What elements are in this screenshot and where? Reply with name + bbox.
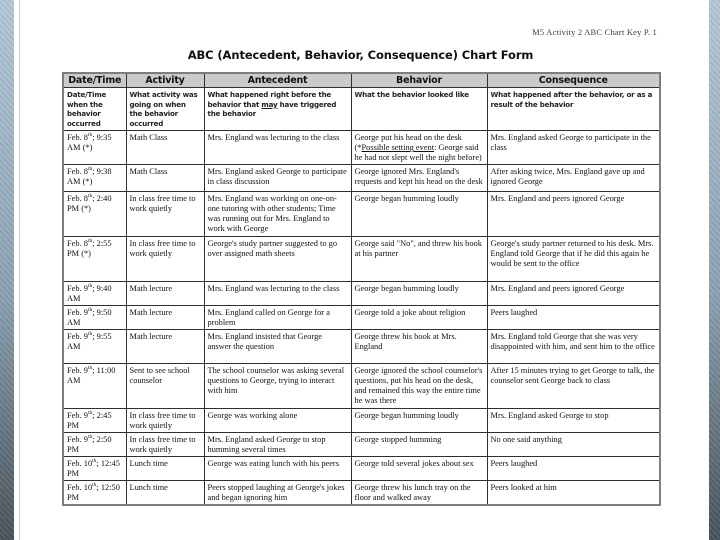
time-text: ; 9:50 AM — [67, 308, 112, 328]
date-text: Feb. 9 — [67, 308, 88, 318]
slide-frame-right-strip — [709, 0, 720, 540]
consequence-cell: Mrs. England asked George to participate in the class — [487, 131, 660, 165]
behavior-cell: George threw his lunch tray on the floor and walked away — [351, 481, 487, 506]
date-text: Feb. 9 — [67, 366, 88, 376]
date-time-cell — [63, 409, 126, 433]
date-text: Feb. 9 — [67, 435, 88, 445]
activity-cell: Math Class — [126, 165, 204, 192]
date-ordinal-superscript: th — [87, 307, 93, 314]
abc-table-body — [63, 131, 660, 506]
activity-cell: In class free time to work quietly — [126, 409, 204, 433]
date-time-cell — [63, 306, 126, 330]
behavior-cell: George stopped humming — [351, 433, 487, 457]
date-text: Feb. 10 — [67, 459, 93, 469]
time-text: ; 9:35 AM (*) — [67, 133, 112, 153]
time-text: ; 11:00 AM — [67, 366, 116, 386]
date-text: Feb. 9 — [67, 332, 88, 342]
column-subheader-4: What happened after the behavior, or as a result of the behavior — [487, 88, 660, 131]
activity-cell: In class free time to work quietly — [126, 192, 204, 237]
date-time-cell — [63, 192, 126, 237]
antecedent-cell: The school counselor was asking several questions to George, trying to interact with him — [204, 364, 351, 409]
document-page — [62, 0, 659, 506]
table-row — [63, 165, 660, 192]
date-time-cell — [63, 237, 126, 282]
table-row — [63, 237, 660, 282]
antecedent-cell: Mrs. England insisted that George answer the question — [204, 330, 351, 364]
activity-cell: Math lecture — [126, 306, 204, 330]
consequence-cell: Peers laughed — [487, 457, 660, 481]
text-segment: have triggered the behavior — [207, 99, 337, 119]
time-text: ; 9:38 AM (*) — [67, 167, 112, 187]
behavior-cell: George told a joke about religion — [351, 306, 487, 330]
behavior-cell: George began humming loudly — [351, 282, 487, 306]
time-text: ; 12:45 PM — [67, 459, 120, 479]
date-time-cell — [63, 481, 126, 506]
date-ordinal-superscript: th — [92, 458, 97, 465]
date-ordinal-superscript: th — [87, 365, 93, 372]
antecedent-cell: Mrs. England asked George to stop humming several times — [204, 433, 351, 457]
date-text: Feb. 9 — [67, 284, 88, 294]
time-text: ; 12:50 PM — [67, 483, 120, 503]
table-row — [63, 131, 660, 165]
page-header-note: M5 Activity 2 ABC Chart Key P. 1 — [532, 27, 657, 37]
date-time-cell — [63, 364, 126, 409]
antecedent-cell: Mrs. England called on George for a problem — [204, 306, 351, 330]
date-text: Feb. 8 — [67, 194, 88, 204]
time-text: ; 2:50 PM — [67, 435, 112, 455]
date-time-cell — [63, 457, 126, 481]
date-time-cell — [63, 165, 126, 192]
date-ordinal-superscript: th — [87, 166, 93, 173]
text-segment: George put his head on the desk (* — [354, 133, 462, 153]
date-time-cell — [63, 131, 126, 165]
activity-cell: Sent to see school counselor — [126, 364, 204, 409]
date-time-cell — [63, 282, 126, 306]
antecedent-cell: Mrs. England was working on one-on-one tutoring with other students; Time was running out for Mrs. England to work with George — [204, 192, 351, 237]
consequence-cell: Mrs. England asked George to stop — [487, 409, 660, 433]
consequence-cell: Peers looked at him — [487, 481, 660, 506]
behavior-cell: George said "No", and threw his book at his partner — [351, 237, 487, 282]
underlined-text: Possible setting event — [361, 143, 435, 153]
behavior-cell: George began humming loudly — [351, 409, 487, 433]
activity-cell: In class free time to work quietly — [126, 237, 204, 282]
slide-frame-left-strip — [0, 0, 14, 540]
time-text: ; 2:40 PM (*) — [67, 194, 112, 214]
antecedent-cell: George was eating lunch with his peers — [204, 457, 351, 481]
time-text: ; 9:55 AM — [67, 332, 112, 352]
column-header-activity: Activity — [126, 73, 204, 88]
column-subheader-1: What activity was going on when the behavior occurred — [126, 88, 204, 131]
antecedent-cell: Mrs. England asked George to participate in class discussion — [204, 165, 351, 192]
table-row — [63, 433, 660, 457]
table-row — [63, 330, 660, 364]
date-ordinal-superscript: th — [87, 193, 93, 200]
date-ordinal-superscript: th — [92, 482, 97, 489]
behavior-cell — [351, 131, 487, 165]
consequence-cell: Mrs. England told George that she was very disappointed with him, and sent him to the office — [487, 330, 660, 364]
time-text: ; 2:55 PM (*) — [67, 239, 112, 259]
slide-frame-edge-line — [19, 0, 20, 540]
activity-cell: Math lecture — [126, 330, 204, 364]
antecedent-cell: George's study partner suggested to go over assigned math sheets — [204, 237, 351, 282]
time-text: ; 9:40 AM — [67, 284, 112, 304]
date-time-cell — [63, 433, 126, 457]
column-subheader-2 — [204, 88, 351, 131]
antecedent-cell: Mrs. England was lecturing to the class — [204, 131, 351, 165]
activity-cell: Lunch time — [126, 481, 204, 506]
behavior-cell: George ignored Mrs. England's requests and kept his head on the desk — [351, 165, 487, 192]
abc-chart-table — [62, 72, 661, 506]
column-subheader-0: Date/Time when the behavior occurred — [63, 88, 126, 131]
activity-cell: Lunch time — [126, 457, 204, 481]
column-header-consequence: Consequence — [487, 73, 660, 88]
date-text: Feb. 8 — [67, 239, 88, 249]
column-subheader-3: What the behavior looked like — [351, 88, 487, 131]
text-segment: : George said he had not slept well the night before) — [354, 143, 482, 163]
date-ordinal-superscript: th — [87, 283, 93, 290]
consequence-cell: Peers laughed — [487, 306, 660, 330]
column-header-date-time: Date/Time — [63, 73, 126, 88]
date-text: Feb. 8 — [67, 167, 88, 177]
consequence-cell: Mrs. England and peers ignored George — [487, 192, 660, 237]
behavior-cell: George told several jokes about sex — [351, 457, 487, 481]
date-text: Feb. 10 — [67, 483, 93, 493]
consequence-cell: After asking twice, Mrs. England gave up and ignored George — [487, 165, 660, 192]
table-row — [63, 306, 660, 330]
table-row — [63, 457, 660, 481]
date-ordinal-superscript: th — [87, 434, 93, 441]
date-text: Feb. 8 — [67, 133, 88, 143]
column-header-behavior: Behavior — [351, 73, 487, 88]
column-subheader-row — [63, 88, 660, 131]
behavior-cell: George began humming loudly — [351, 192, 487, 237]
date-ordinal-superscript: th — [87, 331, 93, 338]
antecedent-cell: George was working alone — [204, 409, 351, 433]
date-ordinal-superscript: th — [87, 410, 93, 417]
antecedent-cell: Mrs. England was lecturing to the class — [204, 282, 351, 306]
consequence-cell: No one said anything — [487, 433, 660, 457]
page-title: ABC (Antecedent, Behavior, Consequence) Chart Form — [187, 48, 534, 62]
text-segment: What happened right before the behavior that — [207, 90, 332, 109]
column-header-antecedent: Antecedent — [204, 73, 351, 88]
activity-cell: In class free time to work quietly — [126, 433, 204, 457]
table-row — [63, 364, 660, 409]
date-time-cell — [63, 330, 126, 364]
table-row — [63, 409, 660, 433]
date-text: Feb. 9 — [67, 411, 88, 421]
date-ordinal-superscript: th — [87, 238, 93, 245]
underlined-text: may — [261, 99, 278, 109]
behavior-cell: George ignored the school counselor's questions, put his head on the desk, and remained this way the entire time he was there — [351, 364, 487, 409]
table-row — [63, 481, 660, 506]
activity-cell: Math lecture — [126, 282, 204, 306]
table-row — [63, 282, 660, 306]
consequence-cell: After 15 minutes trying to get George to talk, the counselor sent George back to class — [487, 364, 660, 409]
date-ordinal-superscript: th — [87, 132, 93, 139]
column-header-row — [63, 73, 660, 88]
time-text: ; 2:45 PM — [67, 411, 112, 431]
table-row — [63, 192, 660, 237]
behavior-cell: George threw his book at Mrs. England — [351, 330, 487, 364]
consequence-cell: Mrs. England and peers ignored George — [487, 282, 660, 306]
antecedent-cell: Peers stopped laughing at George's jokes and began ignoring him — [204, 481, 351, 506]
activity-cell: Math Class — [126, 131, 204, 165]
consequence-cell: George's study partner returned to his desk. Mrs. England told George that if he did this again he would be sent to the office — [487, 237, 660, 282]
